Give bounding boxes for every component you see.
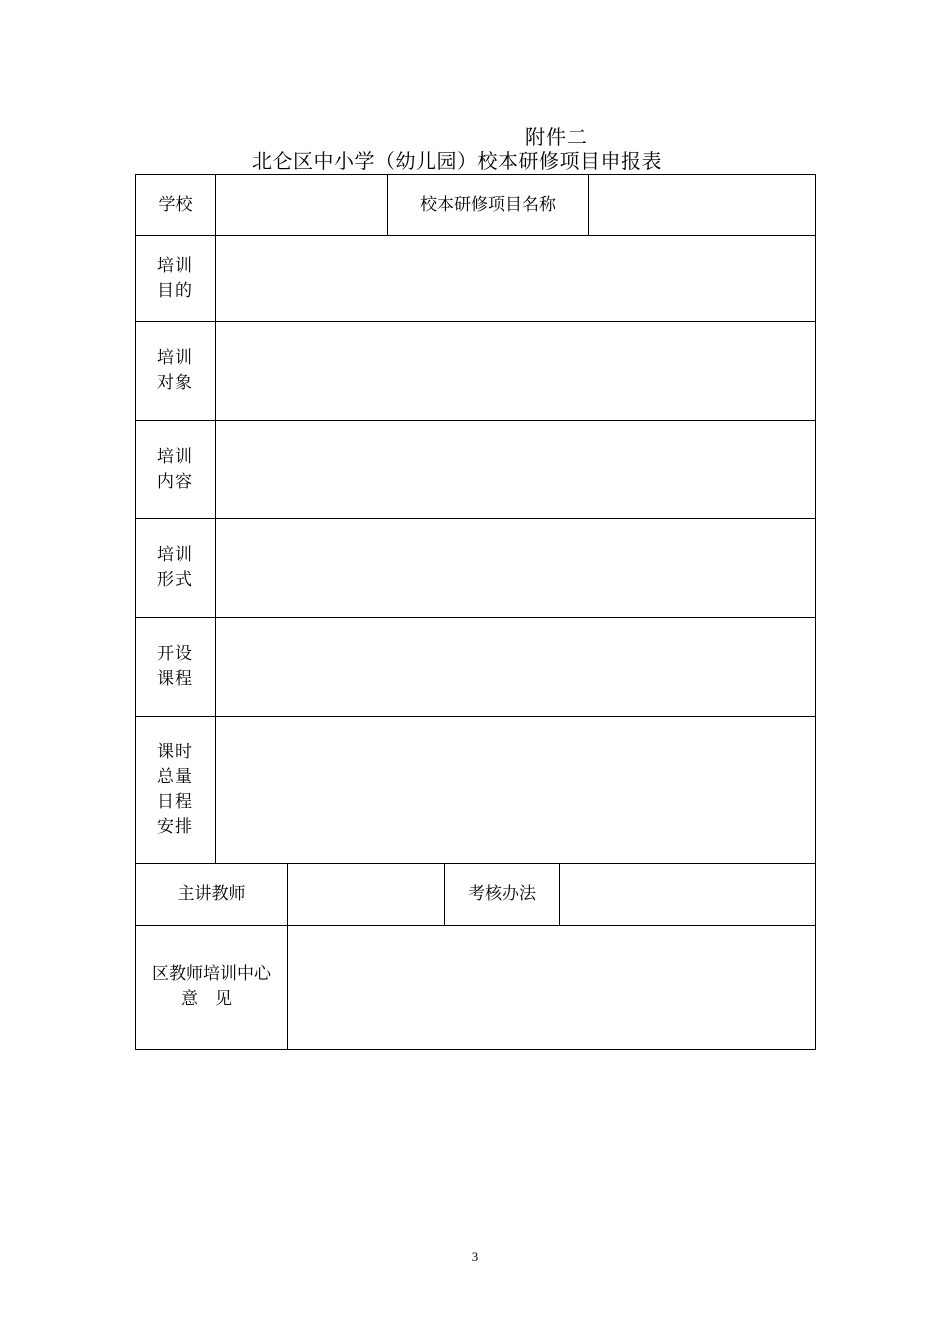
project-name-field[interactable] — [589, 175, 814, 235]
label-line: 形式 — [157, 570, 193, 590]
label-line: 对象 — [157, 373, 193, 393]
schedule-label — [157, 717, 215, 863]
center-opinion-field[interactable] — [288, 926, 814, 1048]
training-purpose-field[interactable] — [216, 236, 814, 321]
label-line: 开设 — [157, 644, 193, 664]
page-number: 3 — [471, 1249, 479, 1264]
school-field[interactable] — [216, 175, 387, 235]
label-line: 课时 — [157, 742, 193, 762]
training-content-field[interactable] — [216, 421, 814, 518]
lecturer-field[interactable] — [288, 864, 444, 925]
school-label: 学校 — [158, 194, 193, 215]
label-line: 内容 — [157, 471, 193, 492]
assessment-field[interactable] — [560, 864, 814, 925]
lecturer-label: 主讲教师 — [177, 884, 246, 904]
label-line: 培训 — [157, 545, 193, 565]
training-format-field[interactable] — [216, 519, 814, 617]
label-line: 总量 — [157, 767, 193, 787]
form-title: 北仑区中小学（幼儿园）校本研修项目申报表 — [252, 149, 662, 173]
label-line: 培训 — [157, 446, 193, 467]
label-line: 课程 — [157, 669, 193, 689]
label-line: 安排 — [157, 817, 193, 837]
assessment-label: 考核办法 — [468, 884, 536, 904]
project-name-label: 校本研修项目名称 — [420, 194, 556, 215]
label-line: 区教师培训中心 — [152, 964, 271, 984]
attachment-label: 附件二 — [525, 125, 588, 149]
training-target-field[interactable] — [216, 322, 814, 420]
label-line: 日程 — [157, 792, 193, 812]
center-opinion-label — [136, 926, 287, 1048]
training-target-label — [157, 322, 215, 420]
label-line: 培训 — [157, 348, 193, 368]
label-line: 目的 — [157, 280, 193, 301]
training-format-label — [157, 519, 215, 617]
training-content-label — [157, 421, 215, 518]
schedule-field[interactable] — [216, 717, 814, 863]
training-purpose-label — [157, 236, 215, 321]
courses-label — [157, 618, 215, 716]
label-line: 培训 — [157, 255, 193, 276]
label-line: 意 见 — [181, 989, 232, 1009]
courses-field[interactable] — [216, 618, 814, 716]
